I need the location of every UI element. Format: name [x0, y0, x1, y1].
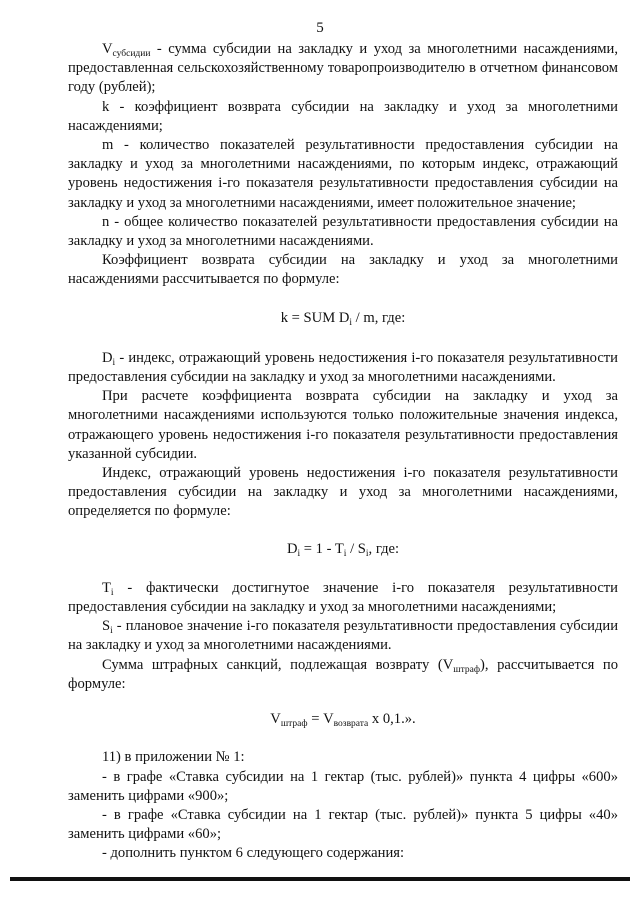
- formula-k: k = SUM $D_i$ / m, где:: [280, 309, 406, 328]
- paragraph-n: n - общее количество показателей результативности предоставления субсидии на закладку и уход за многолетними насаждениями.: [68, 213, 618, 250]
- paragraph-positive-values: При расчете коэффициента возврата субсидии на закладку и уход за многолетними насаждениями используются только положительные значения индекса, отражающего уровень недостижения i-го показателя результативности предоставления указанной субсидии.: [68, 388, 618, 462]
- paragraph-t: $T_i$ - фактически достигнутое значение i-го показателя результативности предоставления субсидии на закладку и уход за многолетними насаждениями;: [68, 579, 618, 616]
- paragraph-k-formula-intro: Коэффициент возврата субсидии на закладку и уход за многолетними насаждениями рассчитывается по формуле:: [68, 252, 618, 288]
- document-body: [68, 40, 618, 864]
- paragraph-item-5: - в графе «Ставка субсидии на 1 гектар (тыс. рублей)» пункта 5 цифры «40» заменить цифрами «60»;: [68, 806, 618, 843]
- paragraph-d: $D_i$ - индекс, отражающий уровень недостижения i-го показателя результативности предоставления субсидии на закладку и уход за многолетними насаждениями.: [68, 349, 618, 386]
- paragraph-item-4: - в графе «Ставка субсидии на 1 гектар (тыс. рублей)» пункта 4 цифры «600» заменить цифрами «900»;: [68, 768, 618, 804]
- bottom-rule: [10, 877, 630, 881]
- paragraph-index-intro: Индекс, отражающий уровень недостижения i-го показателя результативности предоставления субсидии на закладку и уход за многолетними насаждениями, определяется по формуле:: [68, 465, 618, 520]
- paragraph-item-6: - дополнить пунктом 6 следующего содержания:: [102, 845, 405, 862]
- paragraph-s: $S_i$ - плановое значение i-го показателя результативности предоставления субсидии на закладку и уход за многолетними насаждениями.: [68, 618, 618, 654]
- page-number: 5: [316, 20, 324, 36]
- paragraph-penalty-intro: Сумма штрафных санкций, подлежащая возврату $(V_{штраф})$, рассчитывается по формуле:: [68, 656, 618, 692]
- formula-penalty: $V_{штраф} = V_{возврата}$ x 0,1.».: [270, 711, 416, 730]
- paragraph-m: m - количество показателей результативности предоставления субсидии на закладку и уход за многолетними насаждениями, по которым индекс, отражающий уровень недостижения i-го показателя результативности предоставления субсидии на закладку и уход за многолетними насаждениями, имеет положительное значение;: [68, 137, 618, 211]
- paragraph-appendix-1: 11) в приложении № 1:: [102, 749, 245, 766]
- paragraph-k: k - коэффициент возврата субсидии на закладку и уход за многолетними насаждениями;: [68, 98, 618, 134]
- formula-d: $D_i = 1 - T_i / S_i$, где:: [286, 540, 400, 559]
- paragraph-v-subsidy: $V_{субсидии}$ - сумма субсидии на закладку и уход за многолетними насаждениями, предоставленная сельскохозяйственному товаропроизводителю в отчетном финансовом году (рублей);: [68, 41, 618, 96]
